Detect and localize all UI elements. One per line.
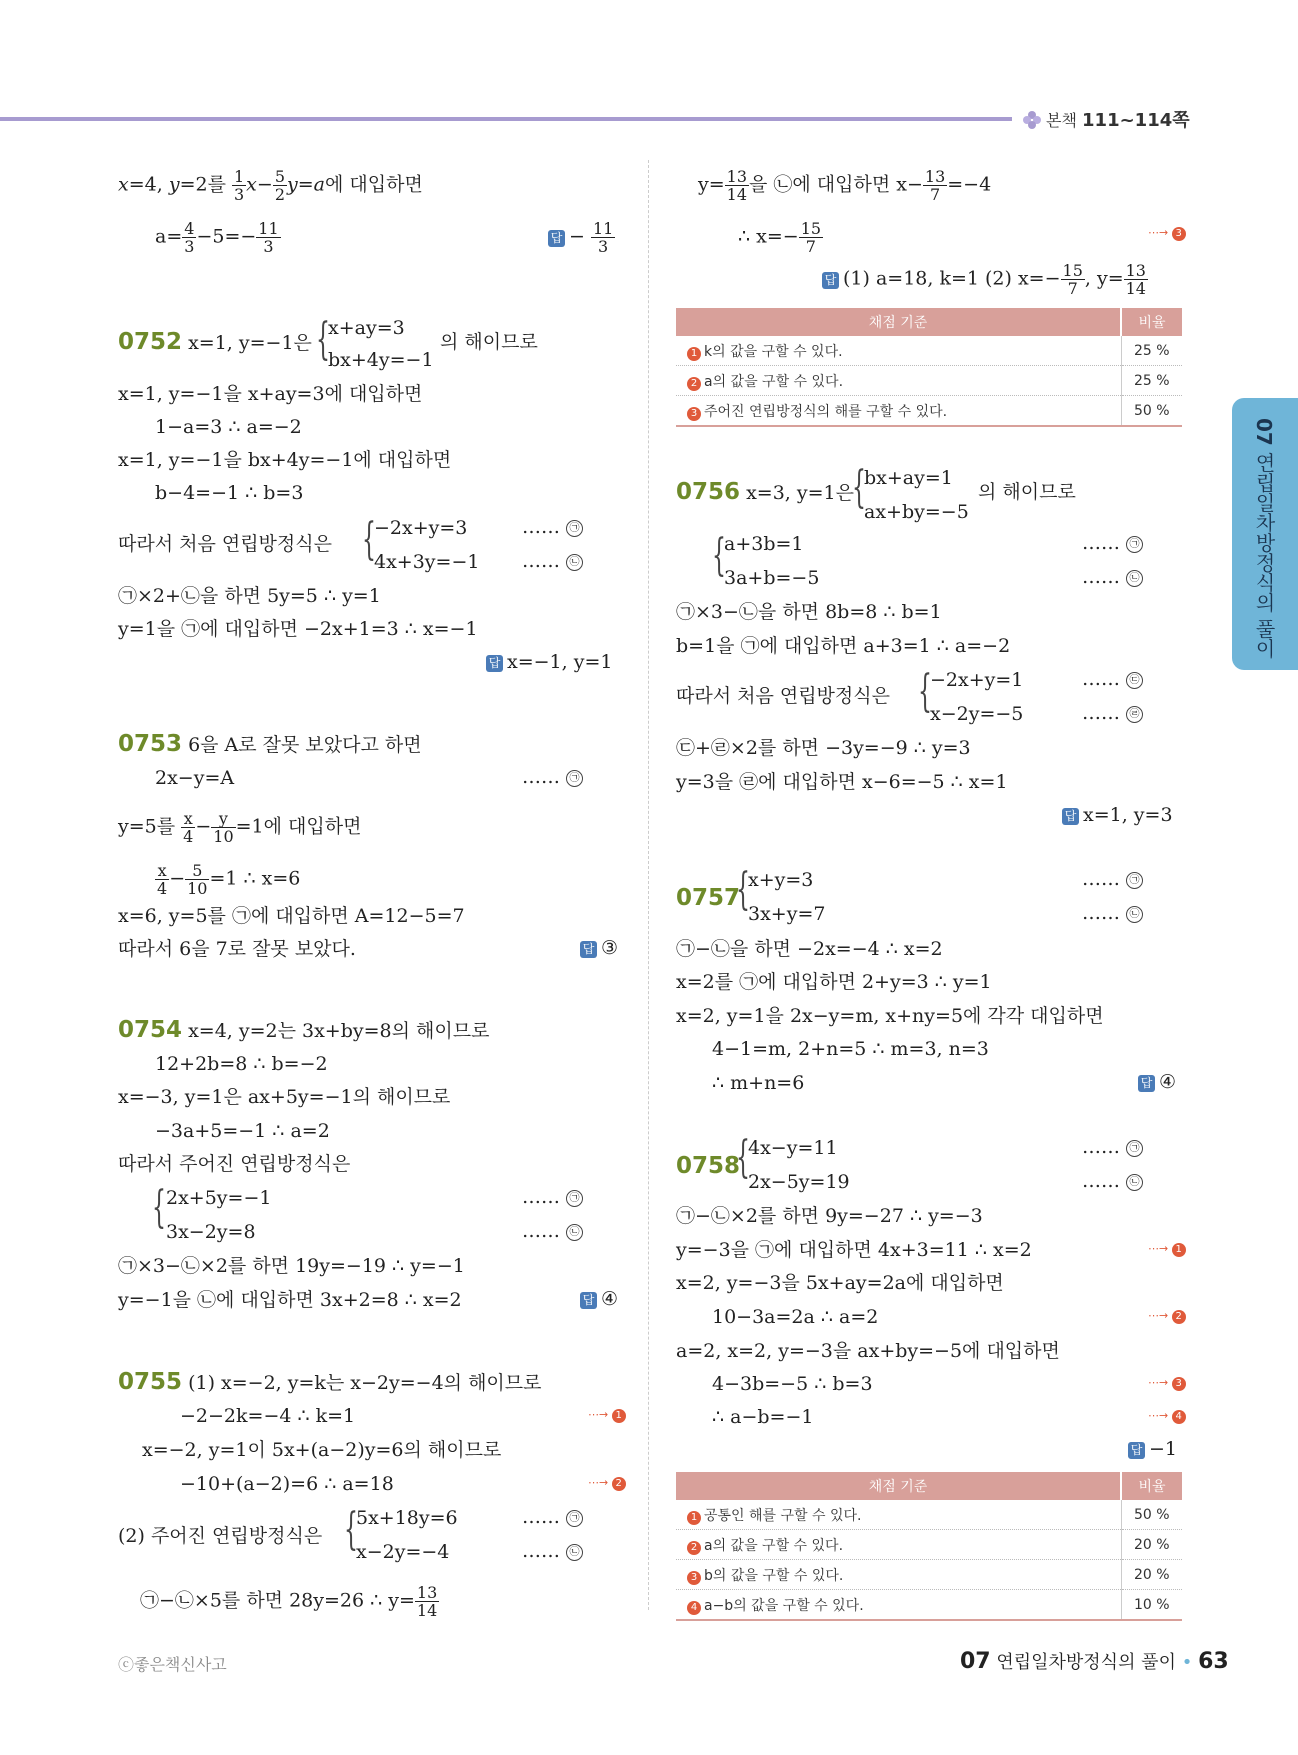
left-line-2: a= $\frac{4}{3}$ −5=− $\frac{11}{3}$ bbox=[155, 219, 279, 256]
solution-line: b−4=−1 ∴ b=3 bbox=[155, 482, 304, 504]
table-row: 1 k의 값을 구할 수 있다. 25 % bbox=[676, 336, 1182, 366]
solution-line: 4−3b=−5 ∴ b=3 bbox=[712, 1373, 873, 1395]
problem-0753-head: 0753 6을 A로 잘못 보았다고 하면 bbox=[118, 731, 422, 757]
equation: 4x−y=11 bbox=[748, 1137, 838, 1159]
label-3: …… ㉢ bbox=[1082, 668, 1143, 690]
publisher-credit: ⓒ좋은책신사고 bbox=[118, 1655, 227, 1674]
table-header: 채점 기준 bbox=[676, 1472, 1121, 1500]
label-1: …… ㉠ bbox=[522, 1506, 583, 1528]
table-row: 4 a−b의 값을 구할 수 있다. 10 % bbox=[676, 1590, 1182, 1621]
table-row: 2 a의 값을 구할 수 있다. 20 % bbox=[676, 1530, 1182, 1560]
page-number: 63 bbox=[1198, 1649, 1229, 1674]
step-marker-1: ⋯→ 1 bbox=[588, 1408, 626, 1423]
text: 의 해이므로 bbox=[440, 331, 538, 353]
solution-line: 따라서 주어진 연립방정식은 bbox=[118, 1153, 351, 1175]
solution-line: y=5를 $\frac{x}{4}$ − $\frac{y}{10}$ =1에 대입하면 bbox=[118, 809, 362, 846]
solution-line: y=−3을 ㉠에 대입하면 4x+3=11 ∴ x=2 bbox=[676, 1239, 1032, 1261]
equation: 3a+b=−5 bbox=[724, 567, 820, 589]
page-footer: 07 연립일차방정식의 풀이 • 63 bbox=[960, 1649, 1229, 1674]
solution-line: 따라서 처음 연립방정식은 bbox=[676, 685, 890, 707]
solution-line: ∴ x=− $\frac{15}{7}$ bbox=[738, 219, 822, 256]
answer-0756: 답 x=1, y=3 bbox=[1062, 804, 1173, 826]
chapter-number: 07 bbox=[1252, 418, 1276, 446]
equation: 3x−2y=8 bbox=[166, 1221, 256, 1243]
solution-line: x=6, y=5를 ㉠에 대입하면 A=12−5=7 bbox=[118, 905, 465, 927]
solution-line: x=2를 ㉠에 대입하면 2+y=3 ∴ y=1 bbox=[676, 971, 992, 993]
equation: 3x+y=7 bbox=[748, 903, 826, 925]
step-marker-3: ⋯→ 3 bbox=[1148, 1376, 1186, 1391]
solution-line: ㉠×2+㉡을 하면 5y=5 ∴ y=1 bbox=[118, 585, 381, 607]
solution-line: y=−1을 ㉡에 대입하면 3x+2=8 ∴ x=2 bbox=[118, 1289, 462, 1311]
equation: bx+ay=1 bbox=[864, 467, 953, 489]
brace: { bbox=[918, 666, 932, 717]
solution-line: ㉢+㉣×2를 하면 −3y=−9 ∴ y=3 bbox=[676, 737, 971, 759]
equation: x−2y=−5 bbox=[930, 703, 1024, 725]
answer-0757: 답 ④ bbox=[1138, 1071, 1176, 1093]
label-1: …… ㉠ bbox=[522, 516, 583, 538]
step-marker-2: ⋯→ 2 bbox=[1148, 1309, 1186, 1324]
answer-0758: 답 −1 bbox=[1128, 1438, 1177, 1460]
table-row: 3 b의 값을 구할 수 있다. 20 % bbox=[676, 1560, 1182, 1590]
label-1: …… ㉠ bbox=[1082, 532, 1143, 554]
answer-0755: 답 (1) a=18, k=1 (2) x=− $\frac{15}{7}$ , y= $\frac{13}{14}$ bbox=[822, 262, 1148, 297]
problem-0754-head: 0754 x=4, y=2는 3x+by=8의 해이므로 bbox=[118, 1017, 490, 1043]
answer-icon: 답 bbox=[580, 941, 597, 958]
answer-icon: 답 bbox=[1062, 808, 1079, 825]
solution-line: 12+2b=8 ∴ b=−2 bbox=[155, 1053, 328, 1075]
label-2: …… ㉡ bbox=[1082, 566, 1143, 588]
answer-0751: 답 − $\frac{11}{3}$ bbox=[548, 220, 615, 255]
solution-line: 10−3a=2a ∴ a=2 bbox=[712, 1306, 879, 1328]
solution-line: −10+(a−2)=6 ∴ a=18 bbox=[180, 1473, 394, 1495]
equation: 2x−y=A bbox=[155, 767, 235, 789]
answer-0752: 답 x=−1, y=1 bbox=[486, 651, 612, 673]
grading-table-0755 bbox=[676, 308, 1182, 427]
solution-line: ㉠−㉡×5를 하면 28y=26 ∴ y= $\frac{13}{14}$ bbox=[140, 1583, 438, 1620]
label-1: …… ㉠ bbox=[522, 1186, 583, 1208]
brace: { bbox=[736, 1132, 750, 1183]
equation: ax+by=−5 bbox=[864, 501, 969, 523]
label-2: …… ㉡ bbox=[522, 550, 583, 572]
table-header: 비율 bbox=[1121, 1472, 1182, 1500]
solution-line: a=2, x=2, y=−3을 ax+by=−5에 대입하면 bbox=[676, 1340, 1060, 1362]
column-divider bbox=[648, 160, 649, 1610]
equation: −2x+y=3 bbox=[374, 517, 468, 539]
table-header: 채점 기준 bbox=[676, 308, 1121, 336]
label-1: …… ㉠ bbox=[522, 766, 583, 788]
problem-0758-head: 0758 bbox=[676, 1153, 741, 1179]
solution-line: x=−3, y=1은 ax+5y=−1의 해이므로 bbox=[118, 1086, 451, 1108]
answer-0754: 답 ④ bbox=[580, 1288, 618, 1310]
label-2: …… ㉡ bbox=[522, 1220, 583, 1242]
answer-icon: 답 bbox=[1128, 1442, 1145, 1459]
brace: { bbox=[152, 1182, 166, 1233]
equation: bx+4y=−1 bbox=[328, 349, 434, 371]
solution-line: 1−a=3 ∴ a=−2 bbox=[155, 416, 302, 438]
equation: 2x−5y=19 bbox=[748, 1171, 850, 1193]
grading-table-0758 bbox=[676, 1472, 1182, 1621]
left-line-1: x=4, y=2를 $\frac{1}{3}$ x− $\frac{5}{2}$ y=a에 대입하면 bbox=[118, 167, 423, 204]
equation: a+3b=1 bbox=[724, 533, 804, 555]
solution-line: y= $\frac{13}{14}$ 을 ㉡에 대입하면 x− $\frac{13}{7}$ =−4 bbox=[698, 167, 992, 204]
equation: x+ay=3 bbox=[328, 317, 405, 339]
solution-line: x=2, y=1을 2x−y=m, x+ny=5에 각각 대입하면 bbox=[676, 1005, 1104, 1027]
solution-line: b=1을 ㉠에 대입하면 a+3=1 ∴ a=−2 bbox=[676, 635, 1011, 657]
solution-line: ㉠×3−㉡을 하면 8b=8 ∴ b=1 bbox=[676, 601, 942, 623]
answer-0753: 답 ③ bbox=[580, 937, 618, 959]
label-2: …… ㉡ bbox=[1082, 902, 1143, 924]
equation: −2x+y=1 bbox=[930, 669, 1024, 691]
table-row: 2 a의 값을 구할 수 있다. 25 % bbox=[676, 366, 1182, 396]
brace: { bbox=[712, 530, 726, 581]
equation: 2x+5y=−1 bbox=[166, 1187, 272, 1209]
book-reference: 본책 111~114쪽 bbox=[1022, 106, 1190, 132]
solution-line: (2) 주어진 연립방정식은 bbox=[118, 1525, 323, 1547]
solution-line: 4−1=m, 2+n=5 ∴ m=3, n=3 bbox=[712, 1038, 989, 1060]
header-rule bbox=[0, 117, 1012, 121]
table-header: 비율 bbox=[1121, 308, 1182, 336]
answer-icon: 답 bbox=[580, 1292, 597, 1309]
solution-line: x=−2, y=1이 5x+(a−2)y=6의 해이므로 bbox=[142, 1439, 502, 1461]
label-1: …… ㉠ bbox=[1082, 868, 1143, 890]
solution-line: x=1, y=−1을 x+ay=3에 대입하면 bbox=[118, 383, 423, 405]
problem-0752-head: 0752 x=1, y=−1은 bbox=[118, 329, 312, 355]
table-row: 3 주어진 연립방정식의 해를 구할 수 있다. 50 % bbox=[676, 396, 1182, 427]
solution-line: 따라서 처음 연립방정식은 bbox=[118, 533, 332, 555]
equation: 4x+3y=−1 bbox=[374, 551, 480, 573]
brace: { bbox=[362, 514, 376, 565]
label-2: …… ㉡ bbox=[522, 1540, 583, 1562]
solution-line: ㉠−㉡×2를 하면 9y=−27 ∴ y=−3 bbox=[676, 1205, 983, 1227]
solution-line: y=3을 ㉣에 대입하면 x−6=−5 ∴ x=1 bbox=[676, 771, 1008, 793]
answer-icon: 답 bbox=[486, 655, 503, 672]
solution-line: 따라서 6을 7로 잘못 보았다. bbox=[118, 938, 356, 960]
label-2: …… ㉡ bbox=[1082, 1170, 1143, 1192]
brace: { bbox=[736, 864, 750, 915]
problem-0756-head: 0756 x=3, y=1은 bbox=[676, 479, 854, 505]
chapter-title: 연립일차방정식의 풀이 bbox=[1252, 452, 1276, 659]
solution-line: y=1을 ㉠에 대입하면 −2x+1=3 ∴ x=−1 bbox=[118, 618, 478, 640]
answer-icon: 답 bbox=[1138, 1075, 1155, 1092]
text: 의 해이므로 bbox=[978, 481, 1076, 503]
solution-line: ∴ a−b=−1 bbox=[712, 1406, 814, 1428]
step-marker-2: ⋯→ 2 bbox=[588, 1476, 626, 1491]
problem-0757-head: 0757 bbox=[676, 885, 741, 911]
solution-line: $\frac{x}{4}$ − $\frac{5}{10}$ =1 ∴ x=6 bbox=[157, 861, 301, 898]
label-1: …… ㉠ bbox=[1082, 1136, 1143, 1158]
solution-line: ㉠×3−㉡×2를 하면 19y=−19 ∴ y=−1 bbox=[118, 1255, 465, 1277]
step-marker-4: ⋯→ 4 bbox=[1148, 1409, 1186, 1424]
brace: { bbox=[344, 1504, 358, 1555]
solution-line: ∴ m+n=6 bbox=[712, 1072, 805, 1094]
solution-line: x=2, y=−3을 5x+ay=2a에 대입하면 bbox=[676, 1272, 1004, 1294]
equation: 5x+18y=6 bbox=[356, 1507, 458, 1529]
chapter-side-tab bbox=[1232, 398, 1298, 670]
brace: { bbox=[316, 314, 330, 365]
table-row: 1 공통인 해를 구할 수 있다. 50 % bbox=[676, 1500, 1182, 1530]
equation: x+y=3 bbox=[748, 869, 814, 891]
problem-0755-head: 0755 (1) x=−2, y=k는 x−2y=−4의 해이므로 bbox=[118, 1369, 542, 1395]
answer-icon: 답 bbox=[822, 272, 839, 289]
solution-line: ㉠−㉡을 하면 −2x=−4 ∴ x=2 bbox=[676, 938, 943, 960]
equation: x−2y=−4 bbox=[356, 1541, 450, 1563]
answer-icon: 답 bbox=[548, 230, 565, 247]
brace: { bbox=[852, 462, 866, 513]
solution-line: x=1, y=−1을 bx+4y=−1에 대입하면 bbox=[118, 449, 452, 471]
solution-line: −2−2k=−4 ∴ k=1 bbox=[180, 1405, 356, 1427]
solution-line: −3a+5=−1 ∴ a=2 bbox=[155, 1120, 330, 1142]
step-marker-3: ⋯→ 3 bbox=[1148, 226, 1186, 241]
label-4: …… ㉣ bbox=[1082, 702, 1143, 724]
flower-icon bbox=[1022, 110, 1042, 130]
step-marker-1: ⋯→ 1 bbox=[1148, 1242, 1186, 1257]
